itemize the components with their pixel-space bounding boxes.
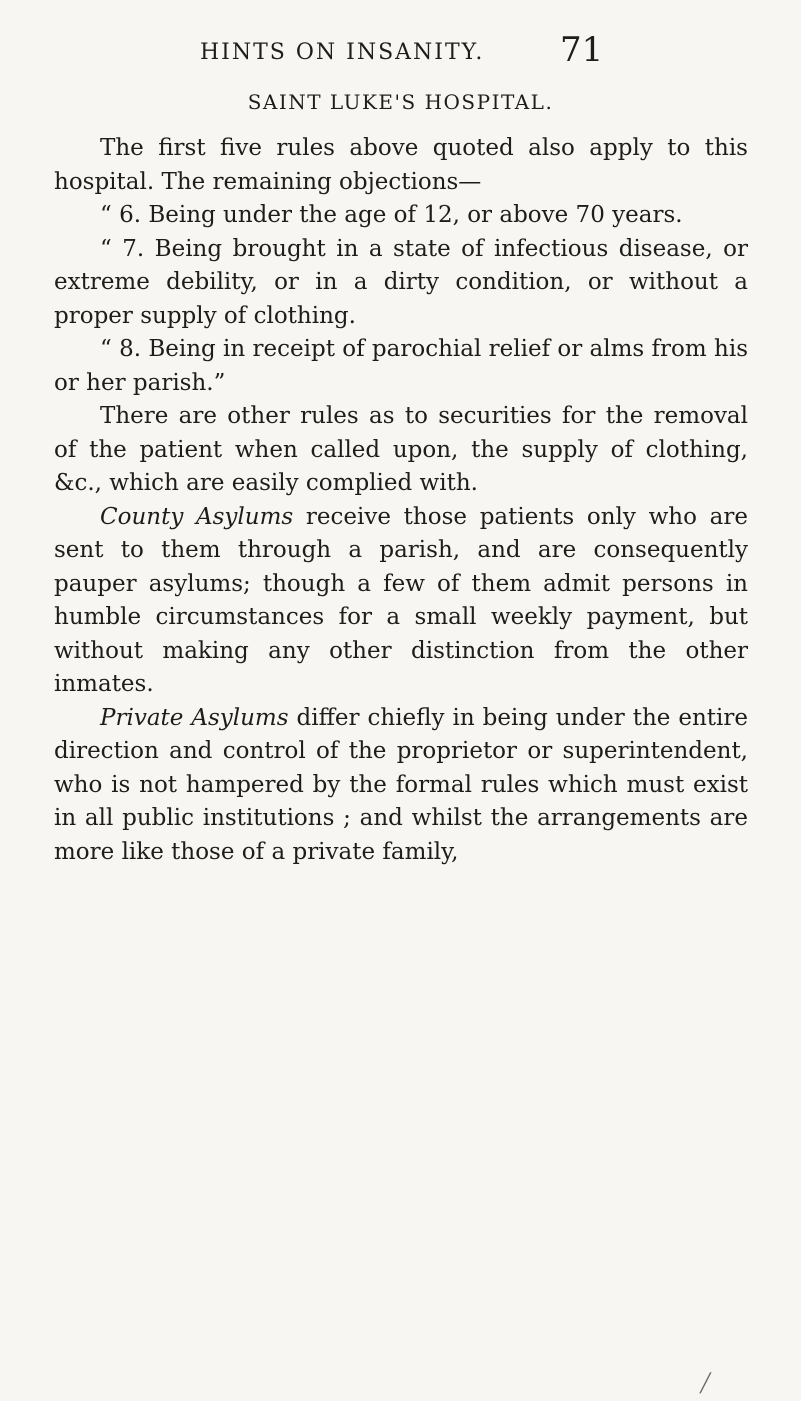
paragraph-7-text: differ chiefly in being under the entire direction and control of the proprietor or superintendent, who is not hampered by the formal rules which must exist in all public institutions ; and whilst the arrangements are more like those of a private family, [54,704,748,865]
paragraph-6-text: receive those patients only who are sent to them through a parish, and are consequently pauper asylums; though a few of them admit persons in humble circumstances for a small weekly payment, but without making any other distinction from the other inmates. [54,503,748,697]
paragraph-7-lead: Private Asylums [100,704,289,731]
page-mark-icon: ╱ [700,1373,711,1394]
paragraph-3: “ 7. Being brought in a state of infectious disease, or extreme debility, or in a dirty condition, or without a proper supply of clothing. [54,235,748,329]
paragraph-6-lead: County Asylums [100,503,294,530]
paragraph-1: The first five rules above quoted also apply to this hospital. The remaining objections— [54,135,748,195]
section-title: SAINT LUKE'S HOSPITAL. [247,90,554,114]
page-number: 71 [560,30,604,70]
paragraph-5: There are other rules as to securities for the removal of the patient when called upon, the supply of clothing, &c., which are easily complied with. [54,403,748,496]
paragraph-4: “ 8. Being in receipt of parochial relief or alms from his or her parish.” [54,336,748,396]
running-header [200,30,604,74]
running-title: HINTS ON INSANITY. [200,40,485,65]
paragraph-7 [54,702,748,870]
paragraph-6 [54,501,748,702]
paragraph-2: “ 6. Being under the age of 12, or above 70 years. [100,202,683,228]
body-text [54,132,748,869]
